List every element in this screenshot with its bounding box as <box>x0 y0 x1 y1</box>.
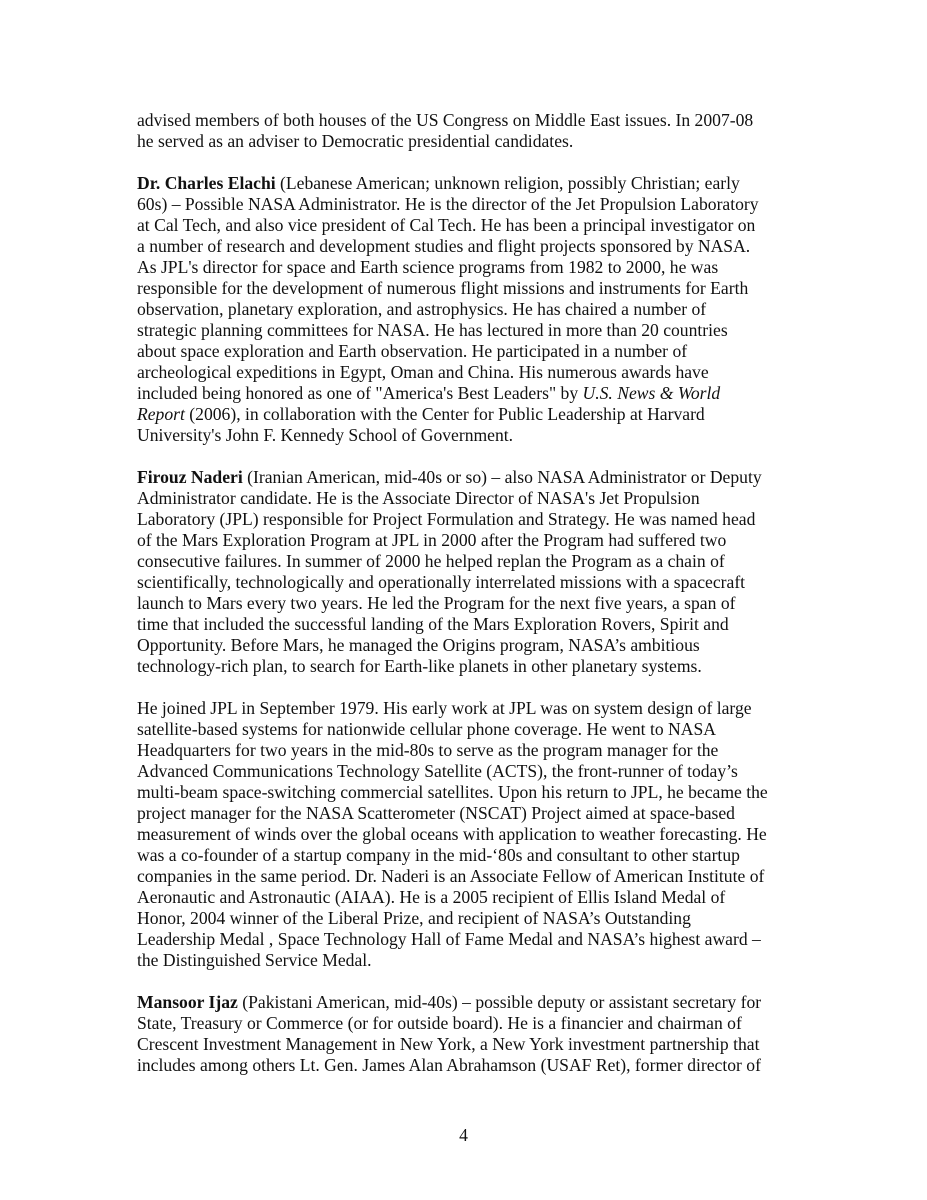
naderi-paragraph <box>137 467 797 677</box>
text-line: He joined JPL in September 1979. His early work at JPL was on system design of large <box>137 698 752 718</box>
text-line: responsible for the development of numerous flight missions and instruments for Earth <box>137 278 749 298</box>
text-line: archeological expeditions in Egypt, Oman and China. His numerous awards have <box>137 362 709 382</box>
text-line: scientifically, technologically and operationally interrelated missions with a spacecraft <box>137 572 746 592</box>
text-line: Aeronautic and Astronautic (AIAA). He is a 2005 recipient of Ellis Island Medal of <box>137 887 726 907</box>
text-line: measurement of winds over the global oceans with application to weather forecasting. He <box>137 824 767 844</box>
text-line: the Distinguished Service Medal. <box>137 950 372 970</box>
document-page <box>137 110 797 1076</box>
text-line: Opportunity. Before Mars, he managed the Origins program, NASA’s ambitious <box>137 635 700 655</box>
text-line: consecutive failures. In summer of 2000 he helped replan the Program as a chain of <box>137 551 725 571</box>
text-line: Report (2006), in collaboration with the Center for Public Leadership at Harvard <box>137 404 705 424</box>
publication-title: U.S. News & World <box>582 383 721 403</box>
text-line: Laboratory (JPL) responsible for Project Formulation and Strategy. He was named head <box>137 509 756 529</box>
text-line: a number of research and development studies and flight projects sponsored by NASA. <box>137 236 751 256</box>
text-line: State, Treasury or Commerce (or for outside board). He is a financier and chairman of <box>137 1013 742 1033</box>
elachi-paragraph <box>137 173 797 446</box>
text-line: 60s) – Possible NASA Administrator. He is the director of the Jet Propulsion Laboratory <box>137 194 759 214</box>
text-line: about space exploration and Earth observation. He participated in a number of <box>137 341 688 361</box>
text-line: launch to Mars every two years. He led the Program for the next five years, a span of <box>137 593 736 613</box>
text-line: Advanced Communications Technology Satellite (ACTS), the front-runner of today’s <box>137 761 738 781</box>
text-line: As JPL's director for space and Earth science programs from 1982 to 2000, he was <box>137 257 719 277</box>
text-line: observation, planetary exploration, and astrophysics. He has chaired a number of <box>137 299 707 319</box>
text-line: Crescent Investment Management in New York, a New York investment partnership that <box>137 1034 760 1054</box>
text-line: included being honored as one of "America's Best Leaders" by U.S. News & World <box>137 383 721 403</box>
text-line: multi-beam space-switching commercial satellites. Upon his return to JPL, he became the <box>137 782 768 802</box>
text-line: Firouz Naderi (Iranian American, mid-40s or so) – also NASA Administrator or Deputy <box>137 467 762 487</box>
text-line: Headquarters for two years in the mid-80s to serve as the program manager for the <box>137 740 719 760</box>
intro-paragraph <box>137 110 797 152</box>
text-line: technology-rich plan, to search for Earth-like planets in other planetary systems. <box>137 656 702 676</box>
person-name: Firouz Naderi <box>137 467 243 487</box>
text-line: University's John F. Kennedy School of Government. <box>137 425 514 445</box>
text-line: of the Mars Exploration Program at JPL in 2000 after the Program had suffered two <box>137 530 727 550</box>
text-line: he served as an adviser to Democratic presidential candidates. <box>137 131 574 151</box>
publication-title: Report <box>137 404 185 424</box>
naderi-career-paragraph <box>137 698 797 971</box>
text-line: Honor, 2004 winner of the Liberal Prize, and recipient of NASA’s Outstanding <box>137 908 691 928</box>
text-line: Leadership Medal , Space Technology Hall of Fame Medal and NASA’s highest award – <box>137 929 761 949</box>
page-number: 4 <box>459 1125 468 1145</box>
text-line: was a co-founder of a startup company in the mid-‘80s and consultant to other startup <box>137 845 740 865</box>
text-line: Mansoor Ijaz (Pakistani American, mid-40s) – possible deputy or assistant secretary for <box>137 992 762 1012</box>
text-line: at Cal Tech, and also vice president of Cal Tech. He has been a principal investigator on <box>137 215 756 235</box>
text-line: project manager for the NASA Scatterometer (NSCAT) Project aimed at space-based <box>137 803 735 823</box>
text-line: Dr. Charles Elachi (Lebanese American; unknown religion, possibly Christian; early <box>137 173 740 193</box>
text-line: time that included the successful landing of the Mars Exploration Rovers, Spirit and <box>137 614 729 634</box>
text-line: includes among others Lt. Gen. James Alan Abrahamson (USAF Ret), former director of <box>137 1055 761 1075</box>
text-line: strategic planning committees for NASA. He has lectured in more than 20 countries <box>137 320 728 340</box>
text-line: satellite-based systems for nationwide cellular phone coverage. He went to NASA <box>137 719 716 739</box>
text-line: companies in the same period. Dr. Naderi is an Associate Fellow of American Institute of <box>137 866 765 886</box>
text-line: advised members of both houses of the US Congress on Middle East issues. In 2007-08 <box>137 110 754 130</box>
person-name: Mansoor Ijaz <box>137 992 238 1012</box>
person-name: Dr. Charles Elachi <box>137 173 276 193</box>
text-line: Administrator candidate. He is the Associate Director of NASA's Jet Propulsion <box>137 488 700 508</box>
ijaz-paragraph <box>137 992 797 1076</box>
